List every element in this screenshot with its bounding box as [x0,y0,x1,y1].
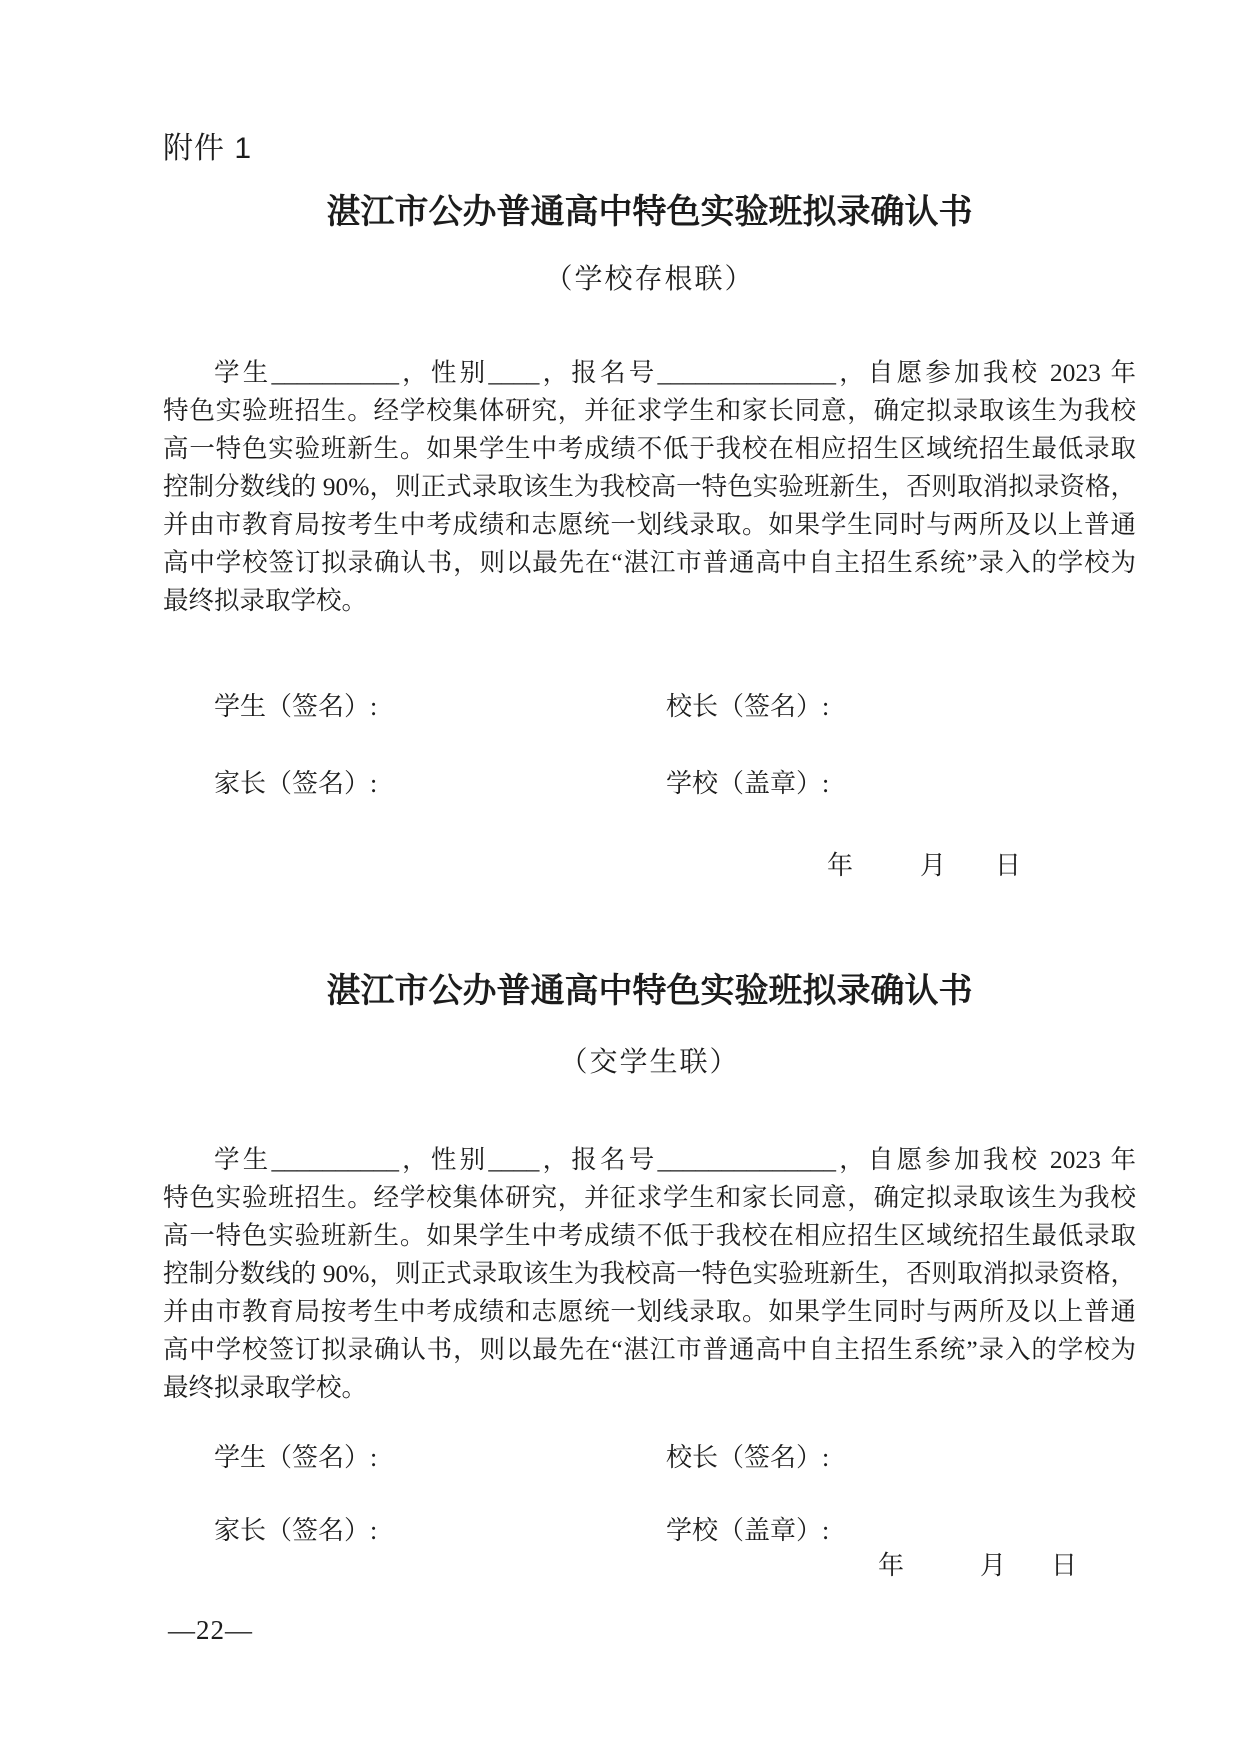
form-body [163,1141,1136,1407]
parent-signature-label: 家长（签名）: [214,769,378,798]
signature-row-1 [163,1443,1136,1473]
body-line-4: 控制分数线的 90%，则正式录取该生为我校高一特色实验班新生，否则取消拟录资格， [163,472,1136,501]
date-day-label: 日 [1051,1551,1078,1580]
signature-row-2 [163,769,1136,799]
school-seal-label: 学校（盖章）: [666,769,830,798]
body-line-5: 并由市教育局按考生中考成绩和志愿统一划线录取。如果学生同时与两所及以上普通 [163,1297,1136,1326]
date-year-label: 年 [827,851,854,880]
date-line [163,1553,1136,1579]
body-line-1: 学生__________，性别____，报名号______________，自愿参加我校 2023 年 [214,358,1136,387]
body-line-3: 高一特色实验班新生。如果学生中考成绩不低于我校在相应招生区域统招生最低录取 [163,434,1136,463]
date-month-label: 月 [920,851,947,880]
body-line-6: 高中学校签订拟录确认书，则以最先在“湛江市普通高中自主招生系统”录入的学校为 [163,548,1136,577]
body-line-7: 最终拟录取学校。 [163,1373,368,1402]
signature-row-1 [163,692,1136,722]
parent-signature-label: 家长（签名）: [214,1516,378,1545]
attachment-label: 附件 1 [163,132,253,165]
body-line-5: 并由市教育局按考生中考成绩和志愿统一划线录取。如果学生同时与两所及以上普通 [163,510,1136,539]
body-line-2: 特色实验班招生。经学校集体研究，并征求学生和家长同意，确定拟录取该生为我校 [163,396,1136,425]
body-line-2: 特色实验班招生。经学校集体研究，并征求学生和家长同意，确定拟录取该生为我校 [163,1183,1136,1212]
copy-label-school-stub: （学校存根联） [544,264,755,295]
student-signature-label: 学生（签名）: [214,1443,378,1472]
body-line-7: 最终拟录取学校。 [163,586,368,615]
principal-signature-label: 校长（签名）: [666,692,830,721]
copy-label-student: （交学生联） [559,1047,740,1078]
date-day-label: 日 [995,851,1022,880]
body-line-1: 学生__________，性别____，报名号______________，自愿参加我校 2023 年 [214,1145,1136,1174]
date-year-label: 年 [878,1551,905,1580]
school-seal-label: 学校（盖章）: [666,1516,830,1545]
signature-row-2 [163,1516,1136,1546]
body-line-4: 控制分数线的 90%，则正式录取该生为我校高一特色实验班新生，否则取消拟录资格， [163,1259,1136,1288]
body-line-6: 高中学校签订拟录确认书，则以最先在“湛江市普通高中自主招生系统”录入的学校为 [163,1335,1136,1364]
principal-signature-label: 校长（签名）: [666,1443,830,1472]
form-copy-student [163,971,1136,1579]
form-title: 湛江市公办普通高中特色实验班拟录确认书 [326,193,973,231]
date-month-label: 月 [980,1551,1007,1580]
form-copy-school-stub [163,192,1136,879]
date-line [163,853,1136,879]
form-body [163,354,1136,620]
student-signature-label: 学生（签名）: [214,692,378,721]
form-title: 湛江市公办普通高中特色实验班拟录确认书 [326,972,973,1010]
page-number: —22— [168,1615,253,1645]
body-line-3: 高一特色实验班新生。如果学生中考成绩不低于我校在相应招生区域统招生最低录取 [163,1221,1136,1250]
